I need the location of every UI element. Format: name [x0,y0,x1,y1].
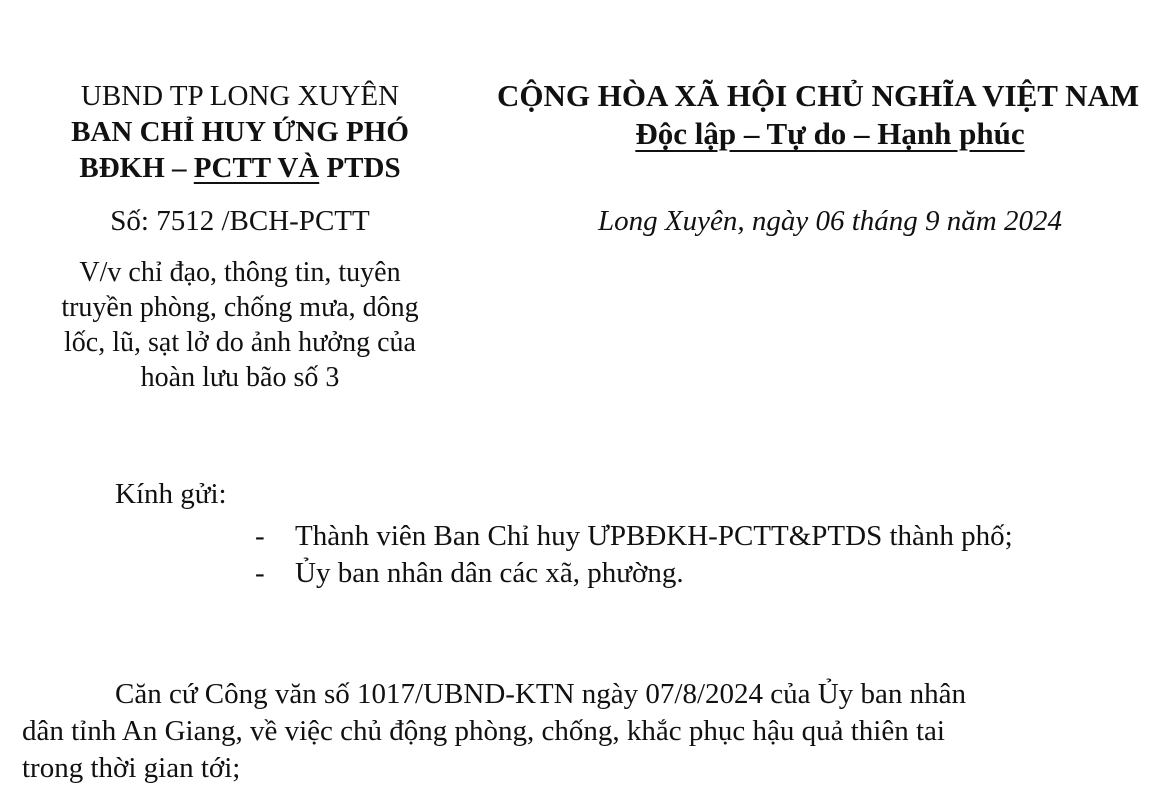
national-title: CỘNG HÒA XÃ HỘI CHỦ NGHĨA VIỆT NAM [497,78,1140,113]
body-line: Căn cứ Công văn số 1017/UBND-KTN ngày 07/8/2024 của Ủy ban nhân [115,678,966,710]
recipients-label: Kính gửi: [115,478,227,510]
recipient-text: Ủy ban nhân dân các xã, phường. [295,557,684,589]
bullet-dash: - [255,557,265,589]
recipient-item [255,520,1013,553]
bullet-dash: - [255,520,265,552]
subject-block [10,255,470,395]
document-number: Số: 7512 /BCH-PCTT [110,205,370,237]
office-name-part-c: PTDS [319,152,401,184]
office-name-part-b: PCTT VÀ [193,152,320,184]
national-motto [480,116,1170,152]
place-and-date: Long Xuyên, ngày 06 tháng 9 năm 2024 [598,205,1062,237]
office-name-part-a: BĐKH – [79,152,194,184]
recipient-item [255,557,684,590]
agency-name: UBND TP LONG XUYÊN [80,80,400,112]
office-name-line1: BAN CHỈ HUY ỨNG PHÓ [71,116,409,148]
body-line: dân tỉnh An Giang, về việc chủ động phòng, chống, khắc phục hậu quả thiên tai [22,715,945,747]
subject-line: truyền phòng, chống mưa, dông [61,292,419,323]
subject-line: hoàn lưu bão số 3 [140,362,340,393]
subject-line: V/v chỉ đạo, thông tin, tuyên [79,257,401,288]
body-line: trong thời gian tới; [22,752,241,784]
motto-text: Độc lập – Tự do – Hạnh phúc [635,116,1025,151]
subject-line: lốc, lũ, sạt lở do ảnh hưởng của [64,327,416,358]
office-name-line2 [10,152,470,185]
recipient-text: Thành viên Ban Chỉ huy ƯPBĐKH-PCTT&PTDS thành phố; [295,520,1013,552]
